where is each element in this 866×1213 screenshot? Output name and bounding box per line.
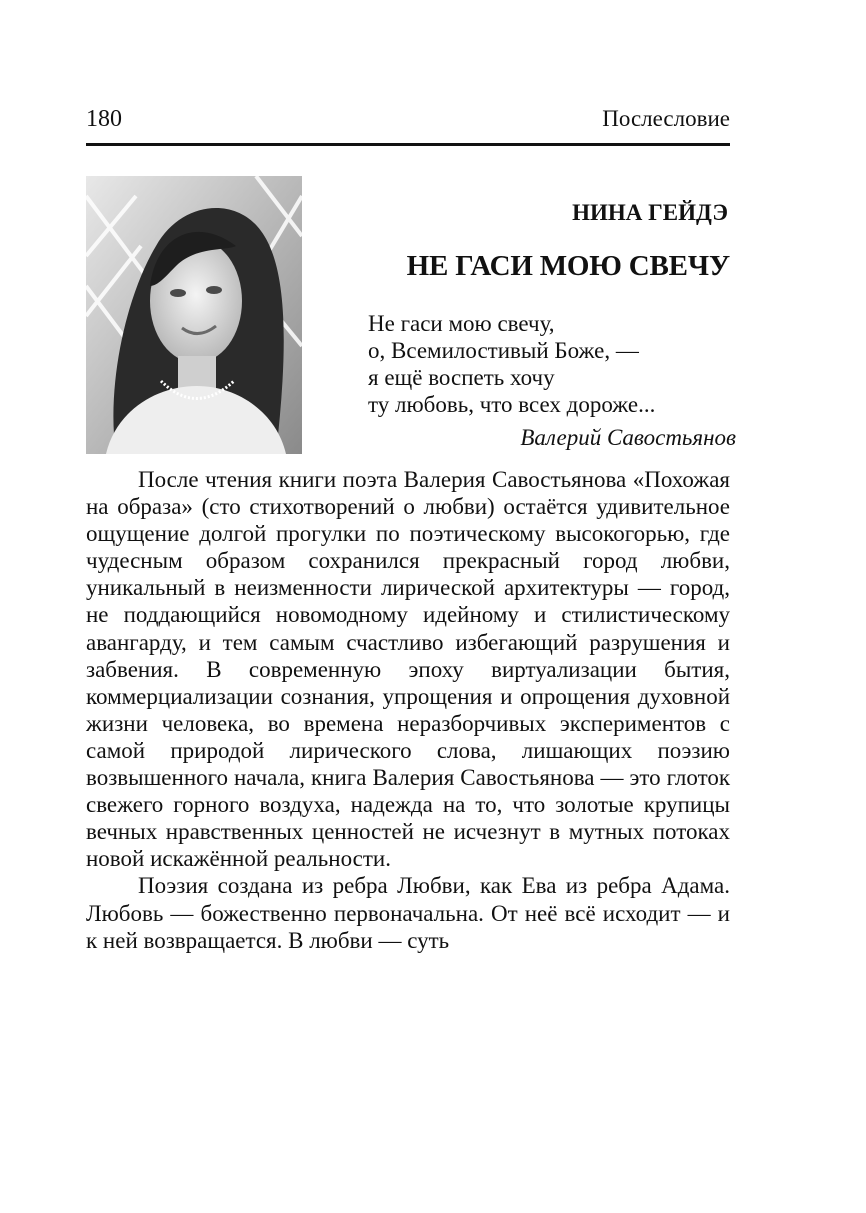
- header-rule: [86, 143, 730, 146]
- paragraph: Поэзия создана из ребра Любви, как Ева из ребра Адама. Любовь — божественно первоначальна. От неё всё исходит — и к ней возвращается. В любви — суть: [86, 873, 730, 953]
- author-photo: [86, 176, 302, 454]
- epigraph-line: о, Всемилостивый Боже, —: [368, 338, 639, 363]
- epigraph-author: Валерий Савостьянов: [520, 425, 736, 450]
- page-number: 180: [86, 106, 122, 132]
- epigraph-line: Не гаси мою свечу,: [368, 311, 555, 336]
- article-author: НИНА ГЕЙДЭ: [572, 200, 728, 225]
- epigraph-line: ту любовь, что всех дороже...: [368, 392, 656, 417]
- article-title: НЕ ГАСИ МОЮ СВЕЧУ: [406, 250, 730, 282]
- epigraph-line: я ещё воспеть хочу: [368, 365, 555, 390]
- paragraph: После чтения книги поэта Валерия Савостьянова «Похожая на образа» (сто стихотворений о любви) остаётся удивительное ощущение долгой прогулки по поэтическому высокогорью, где чудесным образом сохранился прекрасный город любви, уникальный в неизменности лирической архитектуры — город, не поддающийся новомодному идейному и стилистическому авангарду, и тем самым счастливо избегающий разрушения и забвения. В современную эпоху виртуализации бытия, коммерциализации сознания, упрощения и опрощения духовной жизни человека, во времена неразборчивых экспериментов с самой природой лирического слова, лишающих поэзию возвышенного начала, книга Валерия Савостьянова — это глоток свежего горного воздуха, надежда на то, что золотые крупицы вечных нравственных ценностей не исчезнут в мутных потоках новой искажённой реальности.: [86, 467, 730, 872]
- epigraph: [368, 310, 655, 418]
- article-body: [86, 466, 730, 954]
- running-head: Послесловие: [602, 106, 730, 131]
